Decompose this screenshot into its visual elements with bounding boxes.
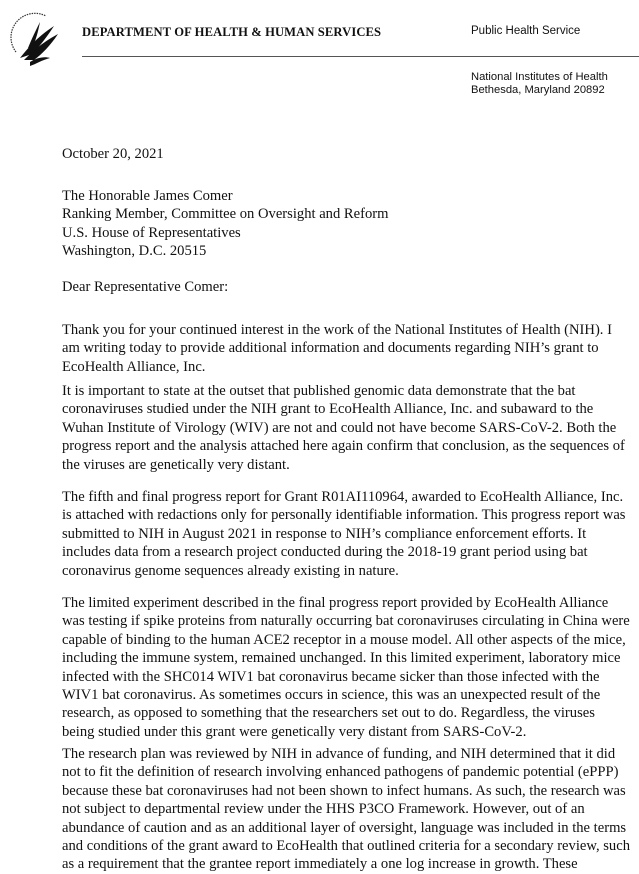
text-line: The research plan was reviewed by NIH in advance of funding, and NIH determined that it did <box>62 746 616 762</box>
text-line: abundance of caution and as an additional layer of oversight, language was included in the terms <box>62 819 627 836</box>
text-line: and conditions of the grant award to EcoHealth that outlined criteria for a secondary review, such <box>62 838 631 855</box>
text-line: WIV1 bat coronavirus. As sometimes occurs in science, this was an unexpected result of the <box>62 687 601 704</box>
text-line: includes data from a research project conducted during the 2018-19 grant period using bat <box>62 544 588 561</box>
paragraph <box>62 488 625 580</box>
address-line: Ranking Member, Committee on Oversight and Reform <box>62 206 389 223</box>
address-line: U.S. House of Representatives <box>62 224 241 241</box>
text-line: submitted to NIH in August 2021 in response to NIH’s compliance enforcement efforts. It <box>62 525 587 542</box>
address-line: Washington, D.C. 20515 <box>62 243 207 260</box>
service-name: Public Health Service <box>471 25 581 37</box>
text-line: EcoHealth Alliance, Inc. <box>62 358 206 375</box>
paragraph <box>62 382 625 474</box>
text-line: because these bat coronaviruses had not been shown to infect humans. As such, the research was <box>62 782 626 799</box>
letter-date: October 20, 2021 <box>62 146 164 162</box>
text-line: It is important to state at the outset that published genomic data demonstrate that the bat <box>62 383 576 399</box>
text-line: including the immune system, remained unchanged. In this limited experiment, laboratory mice <box>62 650 621 667</box>
text-line: Wuhan Institute of Virology (WIV) are not and could not have become SARS-CoV-2. Both the <box>62 419 617 436</box>
paragraph <box>62 321 612 376</box>
agency-location: Bethesda, Maryland 20892 <box>471 84 605 96</box>
address-line: The Honorable James Comer <box>62 188 233 204</box>
text-line: not subject to departmental review under the HHS P3CO Framework. However, out of an <box>62 801 585 818</box>
text-line: am writing today to provide additional information and documents regarding NIH’s grant to <box>62 340 599 357</box>
text-line: being studied under this grant were genetically very distant from SARS-CoV-2. <box>62 723 527 740</box>
text-line: research, as opposed to something that the researchers set out to do. Regardless, the viruses <box>62 705 595 722</box>
text-line: progress report and the analysis attached here again confirm that conclusion, as the sequences of <box>62 438 625 455</box>
text-line: was testing if spike proteins from naturally occurring bat coronaviruses circulating in China were <box>62 613 630 630</box>
text-line: the viruses are genetically very distant. <box>62 456 290 473</box>
text-line: Thank you for your continued interest in the work of the National Institutes of Health (NIH). I <box>62 322 612 338</box>
text-line: The limited experiment described in the final progress report provided by EcoHealth Alliance <box>62 595 609 611</box>
text-line: coronavirus genome sequences already existing in nature. <box>62 562 399 579</box>
recipient-address <box>62 187 389 261</box>
text-line: is attached with redactions only for personally identifiable information. This progress report was <box>62 507 626 524</box>
text-line: capable of binding to the human ACE2 receptor in a mouse model. All other aspects of the mice, <box>62 631 626 648</box>
salutation: Dear Representative Comer: <box>62 279 229 295</box>
text-line: as a requirement that the grantee report immediately a one log increase in growth. These <box>62 856 578 873</box>
header-divider <box>82 56 639 57</box>
paragraph <box>62 594 630 741</box>
hhs-seal-logo <box>6 8 62 70</box>
text-line: infected with the SHC014 WIV1 bat coronavirus became sicker than those infected with the <box>62 668 600 685</box>
agency-address <box>471 71 608 97</box>
paragraph <box>62 745 630 874</box>
text-line: not to fit the definition of research involving enhanced pathogens of pandemic potential (ePPP) <box>62 764 619 781</box>
text-line: The fifth and final progress report for Grant R01AI110964, awarded to EcoHealth Alliance, Inc. <box>62 489 624 505</box>
agency-name: National Institutes of Health <box>471 71 608 83</box>
department-name: DEPARTMENT OF HEALTH & HUMAN SERVICES <box>82 25 382 39</box>
text-line: coronaviruses studied under the NIH grant to EcoHealth Alliance, Inc. and subaward to the <box>62 401 594 418</box>
